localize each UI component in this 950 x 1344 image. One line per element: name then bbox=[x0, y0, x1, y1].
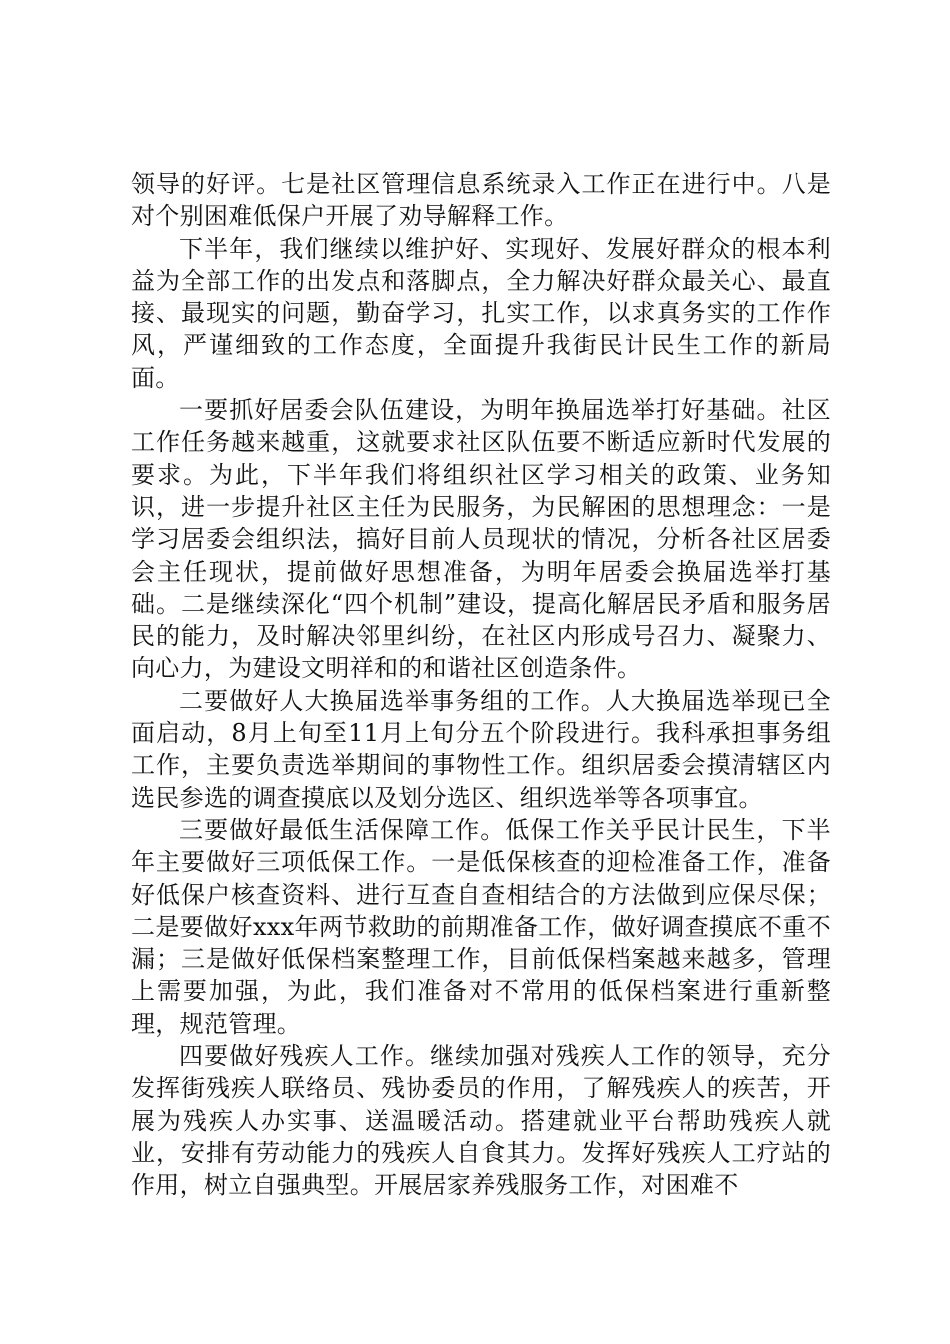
paragraph-committee-team: 一要抓好居委会队伍建设，为明年换届选举打好基础。社区工作任务越来越重，这就要求社区队伍要不断适应新时代发展的要求。为此，下半年我们将组织社区学习相关的政策、业务知识，进一步提升社区主任为民服务，为民解困的思想理念：一是学习居委会组织法，搞好目前人员现状的情况，分析各社区居委会主任现状，提前做好思想准备，为明年居委会换届选举打基础。二是继续深化“四个机制”建设，提高化解居民矛盾和服务居民的能力，及时解决邻里纠纷，在社区内形成号召力、凝聚力、向心力，为建设文明祥和的和谐社区创造条件。 bbox=[131, 396, 831, 683]
paragraph-election-affairs: 二要做好人大换届选举事务组的工作。人大换届选举现已全面启动，8月上旬至11月上旬分五个阶段进行。我科承担事务组工作，主要负责选举期间的事物性工作。组织居委会摸清辖区内选民参选的调查摸底以及划分选区、组织选举等各项事宜。 bbox=[131, 686, 831, 812]
paragraph-disabled-work: 四要做好残疾人工作。继续加强对残疾人工作的领导，充分发挥街残疾人联络员、残协委员的作用，了解残疾人的疾苦，开展为残疾人办实事、送温暖活动。搭建就业平台帮助残疾人就业，安排有劳动能力的残疾人自食其力。发挥好残疾人工疗站的作用，树立自强典型。开展居家养残服务工作，对困难不 bbox=[131, 1042, 831, 1200]
paragraph-second-half-plan: 下半年，我们继续以维护好、实现好、发展好群众的根本利益为全部工作的出发点和落脚点，全力解决好群众最关心、最直接、最现实的问题，勤奋学习，扎实工作，以求真务实的工作作风，严谨细致的工作态度，全面提升我街民计民生工作的新局面。 bbox=[131, 234, 831, 392]
paragraph-continuation: 领导的好评。七是社区管理信息系统录入工作正在进行中。八是对个别困难低保户开展了劝导解释工作。 bbox=[131, 170, 831, 231]
paragraph-minimum-living: 三要做好最低生活保障工作。低保工作关乎民计民生，下半年主要做好三项低保工作。一是低保核查的迎检准备工作，准备好低保户核查资料、进行互查自查相结合的方法做到应保尽保；二是要做好xxx年两节救助的前期准备工作，做好调查摸底不重不漏；三是做好低保档案整理工作，目前低保档案越来越多，管理上需要加强，为此，我们准备对不常用的低保档案进行重新整理，规范管理。 bbox=[131, 815, 831, 1038]
document-body bbox=[131, 168, 831, 1202]
